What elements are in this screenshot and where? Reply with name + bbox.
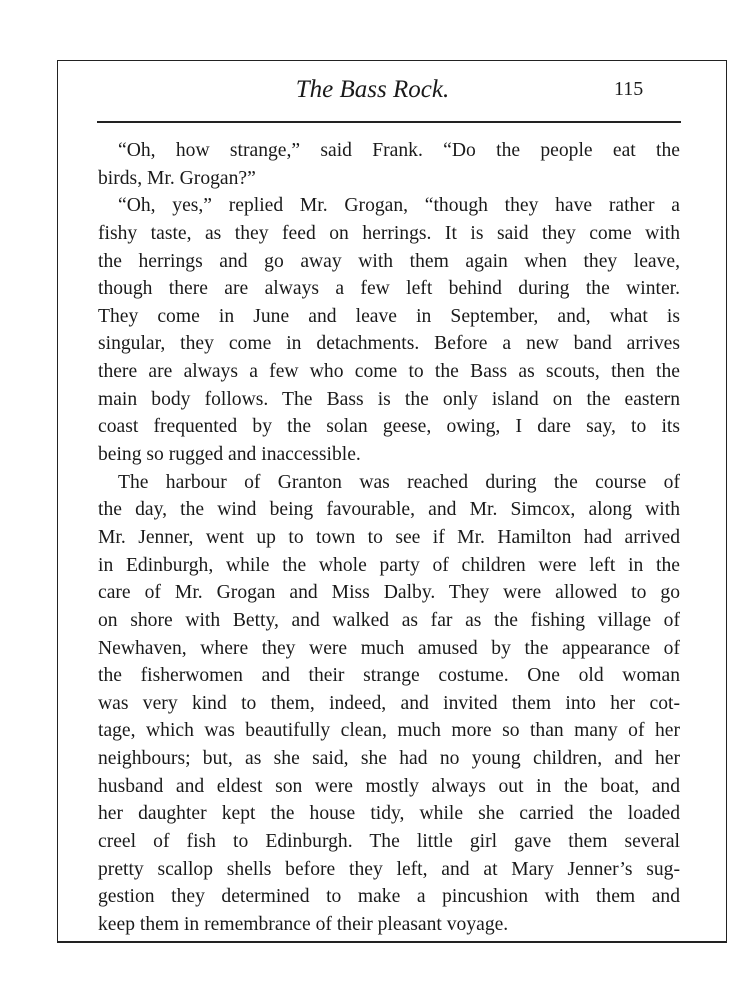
- text-line: the herrings and go away with them again when they leave,: [98, 250, 680, 272]
- text-line: “Oh, yes,” replied Mr. Grogan, “though they have rather a: [118, 195, 680, 217]
- text-line: They come in June and leave in September, and, what is: [98, 305, 680, 327]
- running-head-title: The Bass Rock.: [295, 76, 450, 103]
- text-line: on shore with Betty, and walked as far as the fishing village of: [98, 609, 680, 631]
- text-line: pretty scallop shells before they left, and at Mary Jenner’s sug-: [98, 858, 680, 880]
- text-line: in Edinburgh, while the whole party of children were left in the: [98, 554, 680, 576]
- text-line: the day, the wind being favourable, and Mr. Simcox, along with: [98, 499, 680, 521]
- text-line: gestion they determined to make a pincushion with them and: [98, 886, 680, 908]
- text-line: was very kind to them, indeed, and invited them into her cot-: [98, 692, 680, 714]
- text-line: there are always a few who come to the Bass as scouts, then the: [98, 361, 680, 383]
- text-line: “Oh, how strange,” said Frank. “Do the people eat the: [118, 140, 680, 161]
- text-line: singular, they come in detachments. Before a new band arrives: [98, 333, 680, 355]
- text-line: main body follows. The Bass is the only island on the eastern: [98, 388, 680, 410]
- text-line: Mr. Jenner, went up to town to see if Mr. Hamilton had arrived: [98, 526, 680, 548]
- text-line: her daughter kept the house tidy, while she carried the loaded: [98, 803, 680, 825]
- page-number: 115: [614, 78, 644, 100]
- text-line: neighbours; but, as she said, she had no young children, and her: [98, 748, 680, 770]
- text-line: the fisherwomen and their strange costume. One old woman: [98, 665, 680, 687]
- text-line: The harbour of Granton was reached during the course of: [118, 471, 680, 493]
- text-line: care of Mr. Grogan and Miss Dalby. They were allowed to go: [98, 582, 680, 604]
- text-line: though there are always a few left behind during the winter.: [98, 278, 680, 300]
- text-line: fishy taste, as they feed on herrings. It is said they come with: [98, 222, 680, 244]
- text-line: keep them in remembrance of their pleasant voyage.: [98, 913, 509, 935]
- text-line: being so rugged and inaccessible.: [98, 444, 361, 466]
- text-line: tage, which was beautifully clean, much more so than many of her: [98, 720, 680, 742]
- text-line: birds, Mr. Grogan?”: [98, 167, 256, 189]
- text-line: creel of fish to Edinburgh. The little girl gave them several: [98, 831, 680, 853]
- body-text: [98, 137, 680, 939]
- header-rule: [97, 121, 681, 123]
- text-line: coast frequented by the solan geese, owing, I dare say, to its: [98, 416, 680, 438]
- text-line: husband and eldest son were mostly always out in the boat, and: [98, 775, 680, 797]
- text-line: Newhaven, where they were much amused by the appearance of: [98, 637, 680, 659]
